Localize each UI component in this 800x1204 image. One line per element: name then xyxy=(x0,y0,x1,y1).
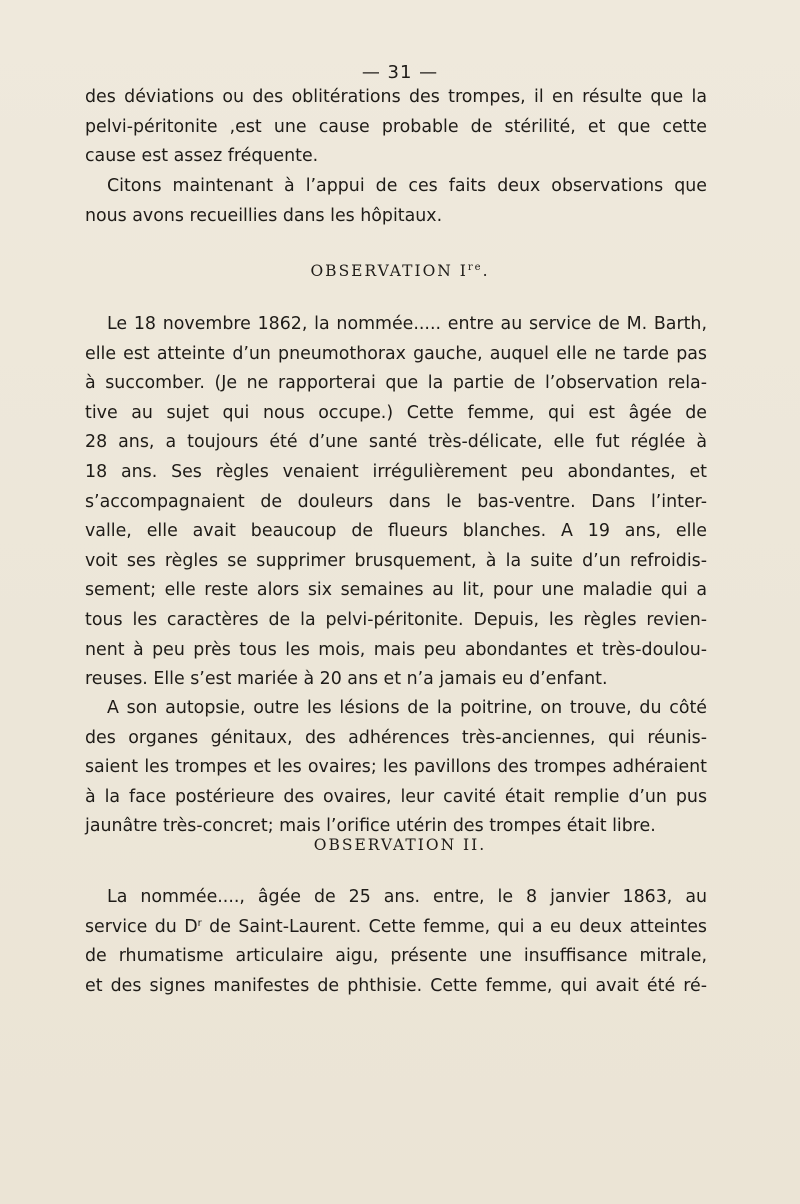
text-line: des déviations ou des oblitérations des trompes, il en résulte que la xyxy=(85,87,707,107)
text-line: saient les trompes et les ovaires; les pavillons des trompes adhéraient xyxy=(85,757,707,778)
text-line: s’accompagnaient de douleurs dans le bas-ventre. Dans l’inter- xyxy=(85,491,707,512)
text-line: 28 ans, a toujours été d’une santé très-délicate, elle fut réglée à xyxy=(85,432,707,453)
text-line: tive au sujet qui nous occupe.) Cette femme, qui est âgée de xyxy=(85,402,707,423)
text-line: et des signes manifestes de phthisie. Cette femme, qui avait été ré- xyxy=(85,975,707,996)
text-line: nous avons recueillies dans les hôpitaux. xyxy=(85,205,443,226)
page-number: — 31 — xyxy=(361,62,439,83)
text-line: tous les caractères de la pelvi-péritonite. Depuis, les règles revien- xyxy=(85,609,707,630)
text-line xyxy=(85,913,707,943)
text-line: nent à peu près tous les mois, mais peu abondantes et très-doulou- xyxy=(85,639,707,660)
text-fragment: service du D xyxy=(85,916,198,937)
text-line: 18 ans. Ses règles venaient irrégulièrement peu abondantes, et xyxy=(85,461,707,482)
text-line: jaunâtre très-concret; mais l’orifice utérin des trompes était libre. xyxy=(85,816,656,837)
text-line: des organes génitaux, des adhérences très-anciennes, qui réunis- xyxy=(85,727,707,748)
text-line: à la face postérieure des ovaires, leur cavité était remplie d’un pus xyxy=(85,786,707,807)
paragraph-observation-2 xyxy=(85,883,707,1001)
text-line: pelvi-péritonite ,est une cause probable de stérilité, et que cette xyxy=(85,116,707,137)
paragraph-autopsie xyxy=(85,694,707,842)
text-line: à succomber. (Je ne rapporterai que la partie de l’observation rela- xyxy=(85,373,707,394)
text-line: cause est assez fréquente. xyxy=(85,146,319,167)
text-line: voit ses règles se supprimer brusquement, à la suite d’un refroidis- xyxy=(85,550,707,571)
text-line: reuses. Elle s’est mariée à 20 ans et n’a jamais eu d’enfant. xyxy=(85,669,608,690)
text-line: valle, elle avait beaucoup de flueurs blanches. A 19 ans, elle xyxy=(85,521,707,542)
observation-1-heading-period: . xyxy=(482,262,490,280)
paragraph-citons xyxy=(85,172,707,231)
text-line: Le 18 novembre 1862, la nommée..... entre au service de M. Barth, xyxy=(107,314,707,334)
text-line: sement; elle reste alors six semaines au lit, pour une maladie qui a xyxy=(85,580,707,601)
observation-1-heading-sup: re xyxy=(467,262,483,273)
text-fragment: de Saint-Laurent. Cette femme, qui a eu deux atteintes xyxy=(201,916,707,937)
observation-2-heading: OBSERVATION II. xyxy=(313,836,487,854)
paragraph-intro xyxy=(85,83,707,172)
text-line: elle est atteinte d’un pneumothorax gauche, auquel elle ne tarde pas xyxy=(85,343,707,364)
text-line: Citons maintenant à l’appui de ces faits deux observations que xyxy=(107,176,707,196)
observation-1-heading xyxy=(0,262,800,280)
doctor-abbrev-sup: r xyxy=(197,917,202,929)
observation-1-heading-text: OBSERVATION I xyxy=(310,262,468,280)
text-line: La nommée...., âgée de 25 ans. entre, le 8 janvier 1863, au xyxy=(107,887,707,907)
paragraph-observation-1 xyxy=(85,310,707,695)
text-line: A son autopsie, outre les lésions de la poitrine, on trouve, du côté xyxy=(107,698,707,718)
text-line: de rhumatisme articulaire aigu, présente une insuffisance mitrale, xyxy=(85,946,707,967)
